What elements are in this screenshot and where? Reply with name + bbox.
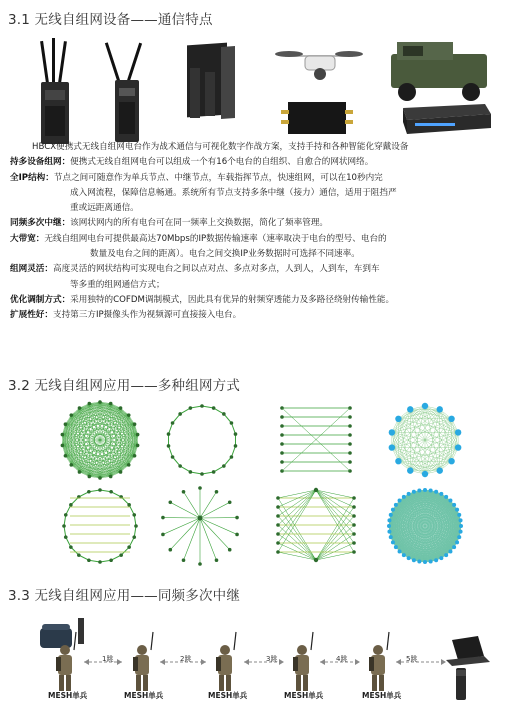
feature-text: 高度灵活的网状结构可实现电台之间以点对点、多点对多点，人到人，人到车，车到车: [52, 264, 380, 275]
node-label: MESH单兵: [124, 691, 164, 700]
soldier-icon: [293, 632, 313, 691]
feature-text: 便携式无线自组网电台可以组成一个有16个电台的自组织、自愈合的网状网络。: [70, 157, 374, 168]
feature-label: 持多设备组网：: [10, 157, 71, 168]
laptop-terminal-icon: [446, 636, 490, 700]
feature-item: [10, 216, 522, 231]
handheld-radio-image-1: [40, 38, 69, 144]
airborne-module-image: [281, 102, 353, 134]
feature-text: 无线自组网电台可提供最高达70Mbps的IP数据传输速率（速率取决于电台的型号、电台的: [44, 233, 387, 244]
feature-item: [10, 293, 522, 308]
hop-label: 1跳: [102, 655, 114, 663]
feature-text: 该网状网内的所有电台可在同一频率上交换数据，简化了频率管理。: [70, 218, 328, 229]
hop-label: 2跳: [180, 655, 192, 663]
soldier-icon: [369, 632, 389, 691]
soldier-icon: [216, 632, 236, 691]
topology-dense-mesh: [387, 488, 463, 564]
node-label: MESH单兵: [48, 691, 88, 700]
feature-text: 节点之间可随意作为单兵节点、中继节点，车载指挥节点，快速组网，可以在10秒内完: [53, 172, 383, 183]
features-block: [10, 140, 522, 324]
feature-label: 大带宽：: [10, 233, 45, 244]
feature-text: 等多重的组网通信方式；: [70, 279, 165, 290]
feature-text: 采用独特的COFDM调制模式，因此具有优异的射频穿透能力及多路径绕射传输性能。: [70, 294, 395, 305]
topology-blue-mesh: [389, 403, 462, 477]
drone-image: [275, 51, 363, 80]
handheld-radio-image-2: [105, 42, 142, 142]
hop-label: 4跳: [336, 655, 348, 663]
feature-label: 扩展性好：: [10, 310, 53, 321]
section-title-topologies: 3.2 无线自组网应用——多种组网方式: [8, 378, 241, 394]
topology-ring: [167, 404, 238, 476]
feature-label: 组网灵活：: [10, 264, 53, 275]
node-label: MESH单兵: [208, 691, 248, 700]
section-title-relay: 3.3 无线自组网应用——同频多次中继: [8, 588, 241, 604]
topology-ladder: [280, 406, 352, 473]
feature-item: [10, 232, 522, 247]
device-photos: [35, 38, 495, 150]
vehicle-image: [391, 42, 487, 101]
topology-ring-bars: [62, 488, 138, 564]
hop-label: 5跳: [406, 655, 418, 663]
feature-label: 优化调制方式：: [10, 294, 71, 305]
section-title-features: 3.1 无线自组网设备——通信特点: [8, 12, 213, 28]
feature-item: [10, 262, 522, 277]
feature-item: [10, 308, 522, 323]
hop-label: 3跳: [266, 655, 278, 663]
soldier-icon: [133, 632, 153, 691]
feature-item: [10, 155, 522, 170]
topology-diamond: [276, 488, 356, 562]
backpack-radio-icon: [40, 618, 84, 648]
feature-text: 重或远距离通信。: [70, 203, 139, 214]
feature-text: 数量及电台之间的距离）。电台之间交换IP业务数据时可选择不同速率。: [90, 249, 360, 260]
feature-text: 成入网流程，保障信息畅通。系统所有节点支持多条中继（接力）通信，适用于阻挡严: [70, 187, 397, 198]
node-label: MESH单兵: [362, 691, 402, 700]
hop-arrow: [244, 659, 284, 665]
feature-label: 同频多次中继：: [10, 218, 71, 229]
node-label: MESH单兵: [284, 691, 324, 700]
network-topology-diagrams: [50, 398, 470, 570]
feature-text: 支持第三方IP摄像头作为视频源可直接接入电台。: [52, 310, 242, 321]
feature-item: [10, 171, 522, 186]
hop-arrow: [396, 659, 446, 665]
intro-text: HBCX便携式无线自组网电台作为战术通信与可视化数字作战方案，支持手持和各种智能化穿戴设备: [32, 142, 409, 152]
rack-unit-image: [403, 104, 491, 134]
topology-star: [161, 486, 239, 566]
backpack-radio-image: [187, 43, 235, 119]
feature-label: 全IP结构：: [10, 172, 54, 183]
topology-full-mesh: [61, 400, 140, 480]
